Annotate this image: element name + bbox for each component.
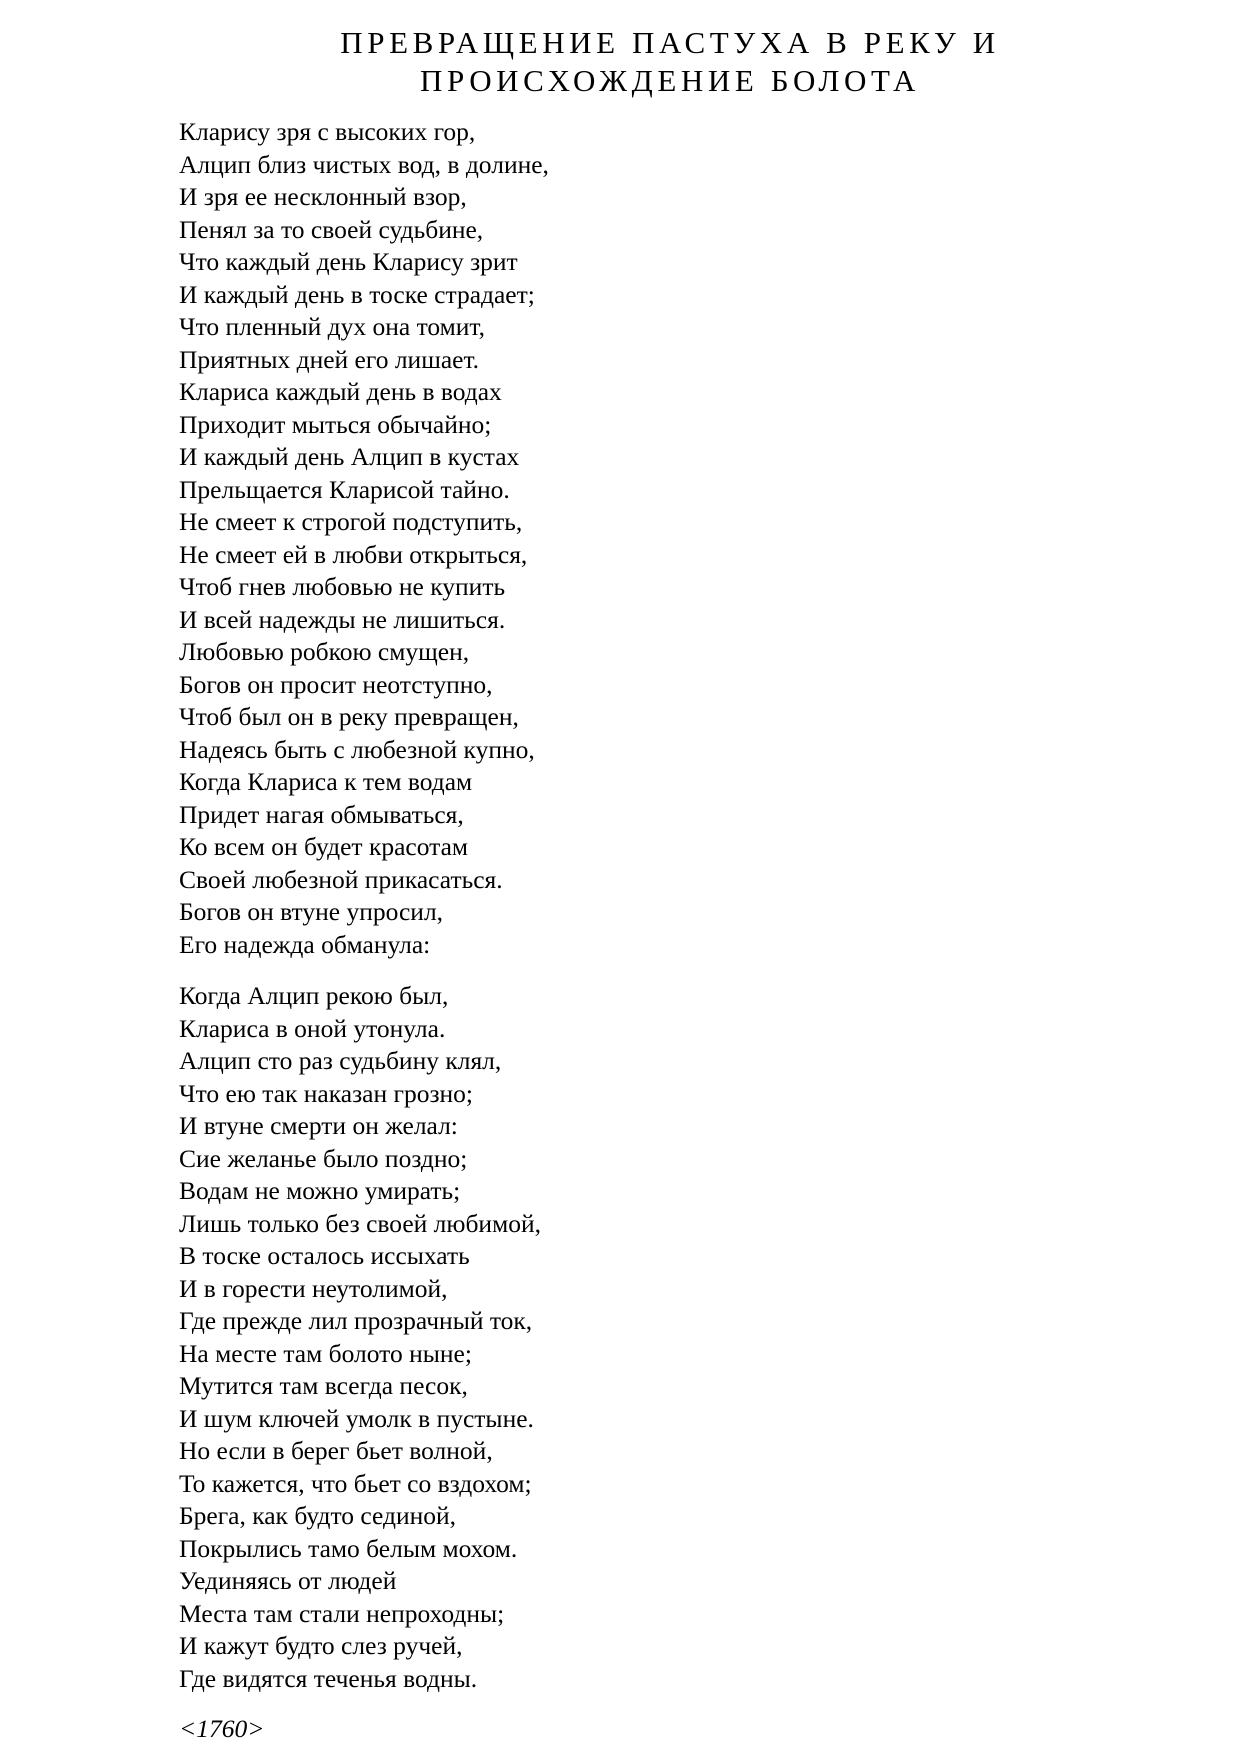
verse-line: Но если в берег бьет волной, [179,1436,493,1465]
verse-line: Приятных дней его лишает. [179,344,480,374]
verse-line: Богов он просит неотступно, [179,669,493,699]
verse-line: Не смеет ей в любви открыться, [179,539,528,569]
verse-line: Когда Алцип рекою был, [179,981,449,1010]
verse-line: Места там стали непроходны; [179,1598,505,1628]
verse-line: И втуне смерти он желал: [179,1111,458,1140]
verse-line: Алцип близ чистых вод, в долине, [179,149,549,179]
verse-line: И каждый день Алцип в кустах [179,442,520,471]
verse-line: На месте там болото ныне; [179,1338,472,1368]
verse-line: Пенял за то своей судьбине, [179,214,484,244]
verse-line: Чтоб был он в реку превращен, [179,702,519,731]
verse-line: Прельщается Кларисой тайно. [179,474,510,504]
verse-line: И всей надежды не лишиться. [179,604,506,634]
verse-line: Водам не можно умирать; [179,1176,461,1205]
verse-line: Кларисa каждый день в водах [179,377,502,406]
verse-line: Что ею так наказан грозно; [179,1078,473,1108]
verse-line: И каждый день в тоске страдает; [179,279,535,309]
verse-line: Его надежда обманула: [179,929,431,959]
verse-line: Что пленный дух она томит, [179,312,486,341]
verse-line: И зря ее несклонный взор, [179,182,467,211]
verse-line: Чтоб гнев любовью не купить [179,572,506,601]
verse-line: Мутится там всегда песок, [179,1371,468,1400]
poem-title-line-2: ПРОИСХОЖДЕНИЕ БОЛОТА [419,63,921,98]
verse-line: Ко всем он будет красотам [179,832,469,861]
poem-date: <1760> [179,1714,265,1743]
verse-line: Лишь только без своей любимой, [179,1208,541,1238]
verse-line: Уединяясь от людей [179,1566,397,1595]
verse-line: Алцип сто раз судьбину клял, [179,1046,502,1075]
verse-line: Покрылись тамо белым мохом. [179,1533,518,1563]
verse-line: Любовью робкою смущен, [179,637,470,666]
verse-line: Что каждый день Кларису зрит [179,247,518,276]
verse-line: И в горести неутолимой, [179,1273,448,1303]
verse-line: Брега, как будто сединой, [179,1501,457,1530]
verse-line: Сие желанье было поздно; [179,1143,468,1173]
verse-line: Не смеет к строгой подступить, [179,507,523,536]
verse-line: В тоске осталось иссыхать [179,1241,470,1270]
verse-line: Где видятся теченья водны. [179,1663,478,1693]
verse-line: Приходит мыться обычайно; [179,409,492,439]
verse-line: Где прежде лил прозрачный ток, [179,1306,533,1335]
verse-line: Клариса в оной утонула. [179,1013,446,1043]
poem-title-line-1: ПРЕВРАЩЕНИЕ ПАСТУХА В РЕКУ И [340,25,1000,60]
verse-line: И кажут будто слез ручей, [179,1631,463,1660]
verse-line: Своей любезной прикасаться. [179,864,503,894]
verse-line: Придет нагая обмываться, [179,799,464,829]
stanza-2 [179,980,541,1695]
poem-title [300,24,1040,100]
verse-line: Кларису зря с высоких гор, [179,117,476,146]
verse-line: И шум ключей умолк в пустыне. [179,1403,534,1433]
verse-line: Когда Клариса к тем водам [179,767,473,796]
verse-line: Богов он втуне упросил, [179,897,444,926]
verse-line: То кажется, что бьет со вздохом; [179,1468,532,1498]
stanza-1 [179,116,549,961]
verse-line: Надеясь быть с любезной купно, [179,734,535,764]
